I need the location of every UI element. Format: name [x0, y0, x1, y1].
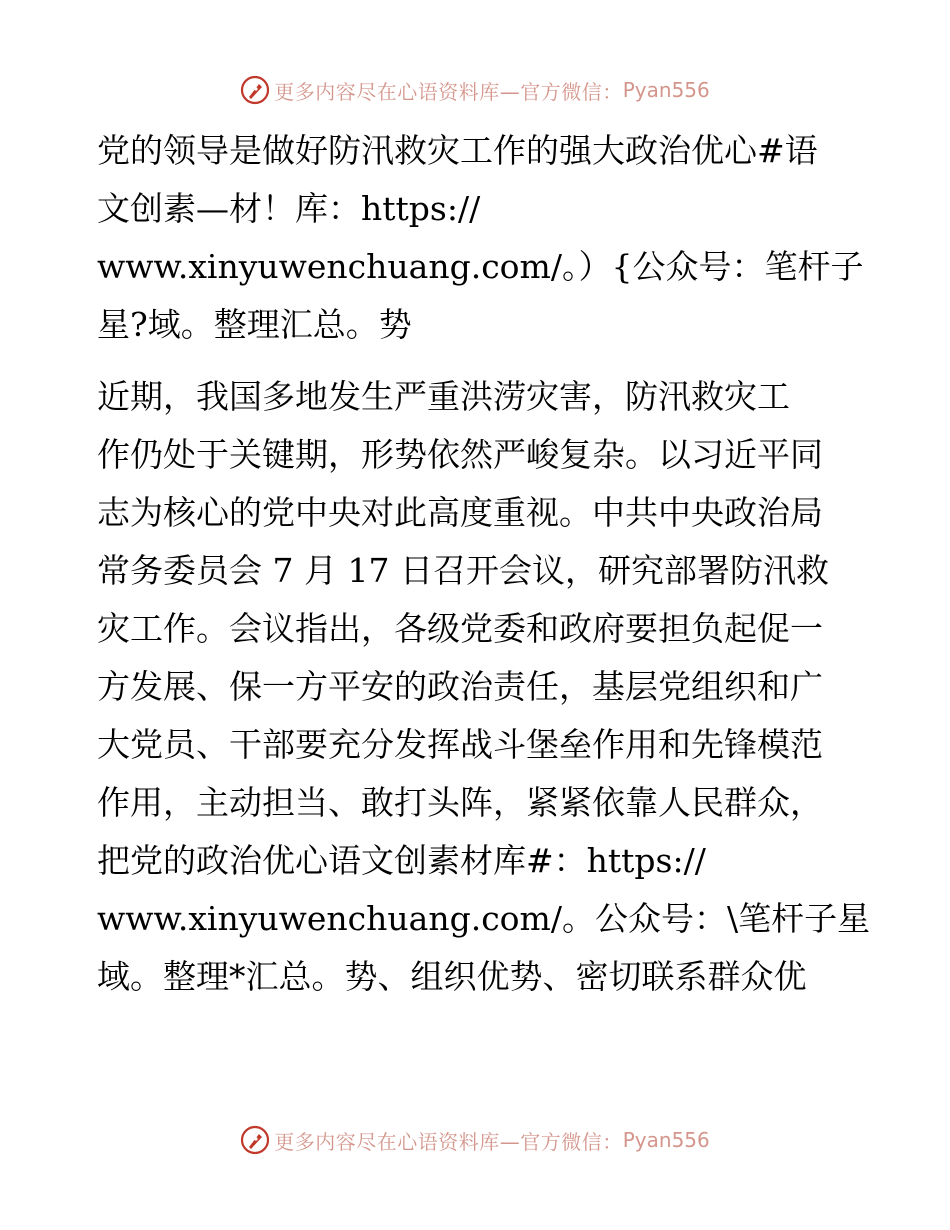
text-line: 常务委员会 7 月 17 日召开会议，研究部署防汛救 [97, 551, 829, 590]
paragraph-2 [97, 368, 871, 1006]
text-line: 党的领导是做好防汛救灾工作的强大政治优心#语 [97, 131, 818, 170]
pen-nib-logo-icon [240, 75, 270, 105]
footer-banner-text: 更多内容尽在心语资料库—官方微信： [274, 1129, 623, 1154]
header-banner-text: 更多内容尽在心语资料库—官方微信： [274, 79, 623, 104]
text-line: 志为核心的党中央对此高度重视。中共中央政治局 [97, 493, 823, 532]
text-line: 灾工作。会议指出，各级党委和政府要担负起促一 [97, 609, 823, 648]
text-line: 星?域。整理汇总。势 [97, 305, 412, 344]
text-line: 文创素—材！库：https:// [97, 189, 481, 228]
text-line: 把党的政治优心语文创素材库#：https:// [97, 841, 706, 880]
text-line: 大党员、干部要充分发挥战斗堡垒作用和先锋模范 [97, 725, 823, 764]
paragraph-1 [97, 122, 864, 354]
text-line: 方发展、保一方平安的政治责任，基层党组织和广 [97, 667, 823, 706]
text-line: www.xinyuwenchuang.com/。）{公众号：笔杆子 [97, 247, 864, 286]
text-line: 作仍处于关键期，形势依然严峻复杂。以习近平同 [97, 435, 823, 474]
footer-banner [0, 1120, 950, 1160]
footer-wechat-id: Pyan556 [622, 1128, 710, 1152]
header-wechat-id: Pyan556 [622, 78, 710, 102]
text-line: 域。整理*汇总。势、组织优势、密切联系群众优 [97, 957, 807, 996]
text-line: 近期，我国多地发生严重洪涝灾害，防汛救灾工 [97, 377, 790, 416]
text-line: 作用，主动担当、敢打头阵，紧紧依靠人民群众， [97, 783, 823, 822]
header-banner [0, 70, 950, 110]
text-line: www.xinyuwenchuang.com/。公众号：\笔杆子星 [97, 899, 871, 938]
pen-nib-logo-icon [240, 1125, 270, 1155]
